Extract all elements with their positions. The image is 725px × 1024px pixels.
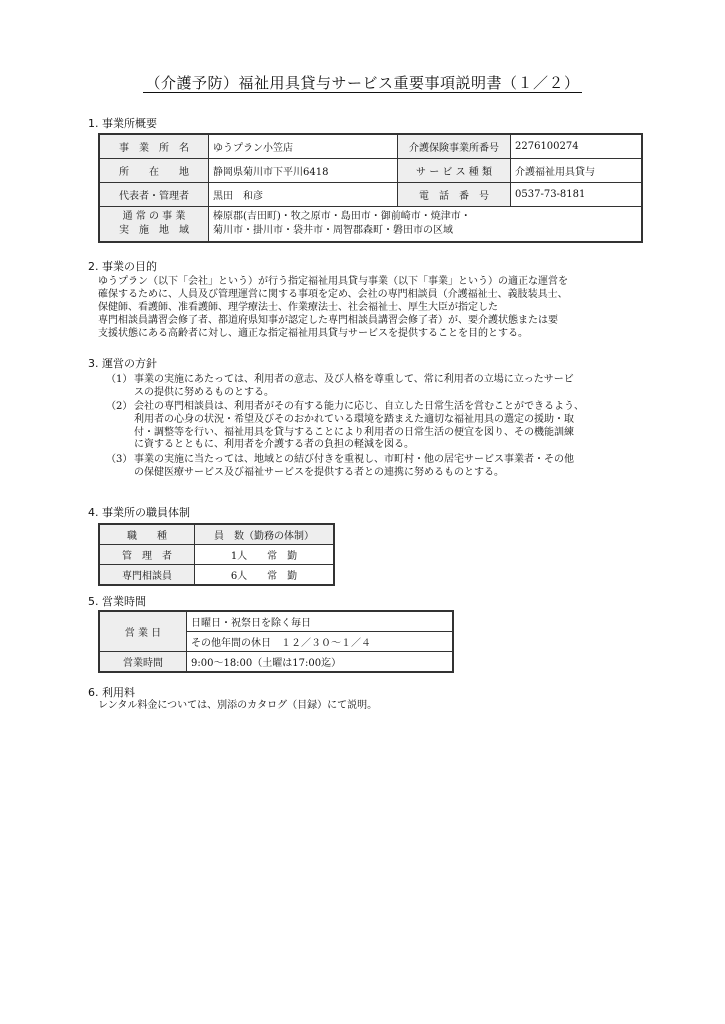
staff-count: 6人 常 勤 xyxy=(195,565,335,586)
policy-line: 事業の実施に当たっては、地域との結び付きを重視し、市町村・他の居宅サービス事業者・その他 xyxy=(134,454,574,465)
purpose-line: 支援状態にある高齢者に対し、適正な指定福祉用具貸与サービスを提供することを目的とする。 xyxy=(98,328,528,339)
staff-count: 1人 常 勤 xyxy=(195,545,335,565)
section-heading-fee: 6. 利用料 xyxy=(88,686,135,699)
section-heading-office: 1. 事業所概要 xyxy=(88,117,157,130)
section-heading-purpose: 2. 事業の目的 xyxy=(88,260,157,273)
office-number-label: 介護保険事業所番号 xyxy=(398,134,511,159)
business-days-label: 営 業 日 xyxy=(99,611,187,652)
policy-line: 事業の実施にあたっては、利用者の意志、及び人格を尊重して、常に利用者の立場に立ったサービ xyxy=(134,374,574,385)
phone-value: 0537-73-8181 xyxy=(511,183,643,207)
manager-label: 代表者・管理者 xyxy=(99,183,209,207)
staff-table xyxy=(98,523,335,586)
policy-item xyxy=(106,401,646,453)
purpose-line: 確保するために、人員及び管理運営に関する事項を定め、会社の専門相談員（介護福祉士、義肢装具士、 xyxy=(98,289,568,300)
policy-line: の保健医療サービス及び福祉サービスを提供する者との連携に努めるものとする。 xyxy=(134,466,504,478)
staff-col-role: 職 種 xyxy=(99,524,195,545)
service-type-value: 介護福祉用具貸与 xyxy=(511,159,643,183)
address-value: 静岡県菊川市下平川6418 xyxy=(209,159,398,183)
office-name-label: 事 業 所 名 xyxy=(99,134,209,159)
policy-number: （2） xyxy=(106,401,133,412)
staff-col-count: 員 数（勤務の体制） xyxy=(195,524,335,545)
service-type-label: サ ー ビ ス 種 類 xyxy=(398,159,511,183)
business-days-value: 日曜日・祝祭日を除く毎日 xyxy=(187,611,454,632)
policy-line: に資するとともに、利用者を介護する者の負担の軽減を図る。 xyxy=(134,439,414,451)
purpose-line: 保健師、看護師、准看護師、理学療法士、作業療法士、社会福祉士、厚生大臣が指定した xyxy=(98,302,498,313)
business-hours-value: 9:00～18:00（土曜は17:00迄） xyxy=(187,652,454,673)
section-heading-hours: 5. 営業時間 xyxy=(88,595,146,608)
section-heading-policy: 3. 運営の方針 xyxy=(88,357,157,370)
purpose-line: 専門相談員講習会修了者、都道府県知事が認定した専門相談員講習会修了者）が、要介護状態または要 xyxy=(98,315,558,326)
service-area-line2: 菊川市・掛川市・袋井市・周智郡森町・磐田市の区域 xyxy=(213,225,453,236)
policy-item xyxy=(106,374,646,400)
service-area-label xyxy=(99,207,209,243)
address-label: 所 在 地 xyxy=(99,159,209,183)
staff-role: 専門相談員 xyxy=(99,565,195,586)
service-area-label-line2: 実 施 地 域 xyxy=(119,225,189,236)
section-heading-staff: 4. 事業所の職員体制 xyxy=(88,506,190,519)
policy-number: （3） xyxy=(106,454,133,465)
policy-item xyxy=(106,454,646,480)
document-title xyxy=(0,72,725,93)
service-area-label-line1: 通 常 の 事 業 xyxy=(122,211,186,222)
service-area-line1: 榛原郡(吉田町)・牧之原市・島田市・御前崎市・焼津市・ xyxy=(213,211,471,222)
policy-line: 利用者の心身の状況・希望及びそのおかれている環境を踏まえた適切な福祉用具の選定の援助・取 xyxy=(134,413,574,425)
manager-value: 黒田 和彦 xyxy=(209,183,398,207)
hours-table xyxy=(98,610,454,673)
staff-role: 管 理 者 xyxy=(99,545,195,565)
fee-text: レンタル料金については、別添のカタログ（目録）にて説明。 xyxy=(98,700,378,711)
service-area-value xyxy=(209,207,643,243)
office-number: 2276100274 xyxy=(511,134,643,159)
purpose-text xyxy=(98,275,568,340)
policy-line: 会社の専門相談員は、利用者がその有する能力に応じ、自立した日常生活を営むことができるよう、 xyxy=(134,401,584,412)
table-row xyxy=(99,565,334,586)
policy-line: 付・調整等を行い、福祉用具を貸与することにより利用者の日常生活の便宜を図り、その機能訓練 xyxy=(134,426,574,438)
policy-number: （1） xyxy=(106,374,133,385)
title-text: （介護予防）福祉用具貸与サービス重要事項説明書（１／２） xyxy=(145,74,580,92)
purpose-line: ゆうプラン（以下「会社」という）が行う指定福祉用具貸与事業（以下「事業」という）の適正な運営を xyxy=(98,276,568,287)
office-table xyxy=(98,133,643,243)
policy-line: スの提供に努めるものとする。 xyxy=(134,386,274,398)
phone-label: 電 話 番 号 xyxy=(398,183,511,207)
table-row xyxy=(99,545,334,565)
business-hours-label: 営業時間 xyxy=(99,652,187,673)
office-name: ゆうプラン小笠店 xyxy=(209,134,398,159)
holidays-value: その他年間の休日 １２／３０～１／４ xyxy=(187,632,454,652)
